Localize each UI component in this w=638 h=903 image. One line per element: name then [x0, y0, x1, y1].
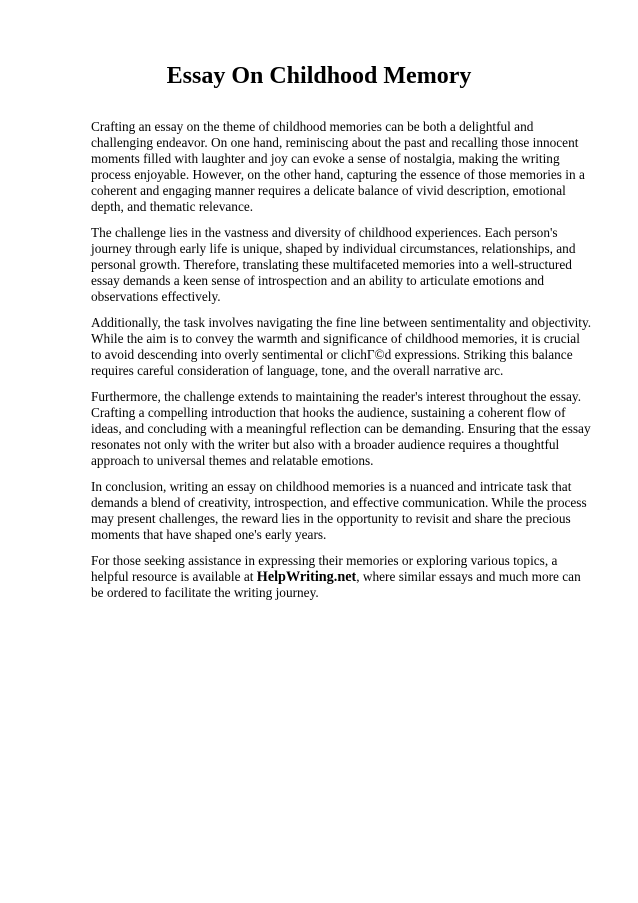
final-paragraph-tail: , where similar essays and much more can be ordered to facilitate the writing journey.: [91, 569, 581, 600]
paragraph-3: Additionally, the task involves navigating the fine line between sentimentality and objectivity. While the aim is to convey the warmth and significance of childhood memories, it is crucial to avoid descending into overly sentimental or clichΓ©d expressions. Striking this balance requires careful consideration of language, tone, and the overall narrative arc.: [91, 315, 592, 378]
paragraph-4: Furthermore, the challenge extends to maintaining the reader's interest throughout the essay. Crafting a compelling introduction that hooks the audience, sustaining a coherent flow of ideas, and concluding with a meaningful reflection can be demanding. Ensuring that the essay resonates not only with the writer but also with a broader audience requires a thoughtful approach to universal themes and relatable emotions.: [91, 389, 591, 468]
document-body: [91, 119, 593, 611]
paragraph-2: The challenge lies in the vastness and diversity of childhood experiences. Each person's journey through early life is unique, shaped by individual circumstances, relationships, and personal growth. Therefore, translating these multifaceted memories into a well-structured essay demands a keen sense of introspection and an ability to articulate emotions and observations effectively.: [91, 225, 576, 304]
paragraph-1: Crafting an essay on the theme of childhood memories can be both a delightful and challenging endeavor. On one hand, reminiscing about the past and recalling those innocent moments filled with laughter and joy can evoke a sense of nostalgia, making the writing process enjoyable. However, on the other hand, capturing the essence of those memories in a coherent and engaging manner requires a delicate balance of vivid description, emotional depth, and thematic relevance.: [91, 119, 585, 214]
final-paragraph-lead: For those seeking assistance in expressing their memories or exploring various topics, a helpful resource is available at: [91, 553, 558, 584]
helpwriting-link[interactable]: HelpWriting.net: [256, 569, 357, 585]
paragraph-6: [91, 553, 593, 601]
paragraph-5: In conclusion, writing an essay on childhood memories is a nuanced and intricate task that demands a blend of creativity, introspection, and effective communication. While the process may present challenges, the reward lies in the opportunity to revisit and share the precious moments that have shaped one's early years.: [91, 479, 587, 542]
document-title: Essay On Childhood Memory: [166, 63, 472, 89]
